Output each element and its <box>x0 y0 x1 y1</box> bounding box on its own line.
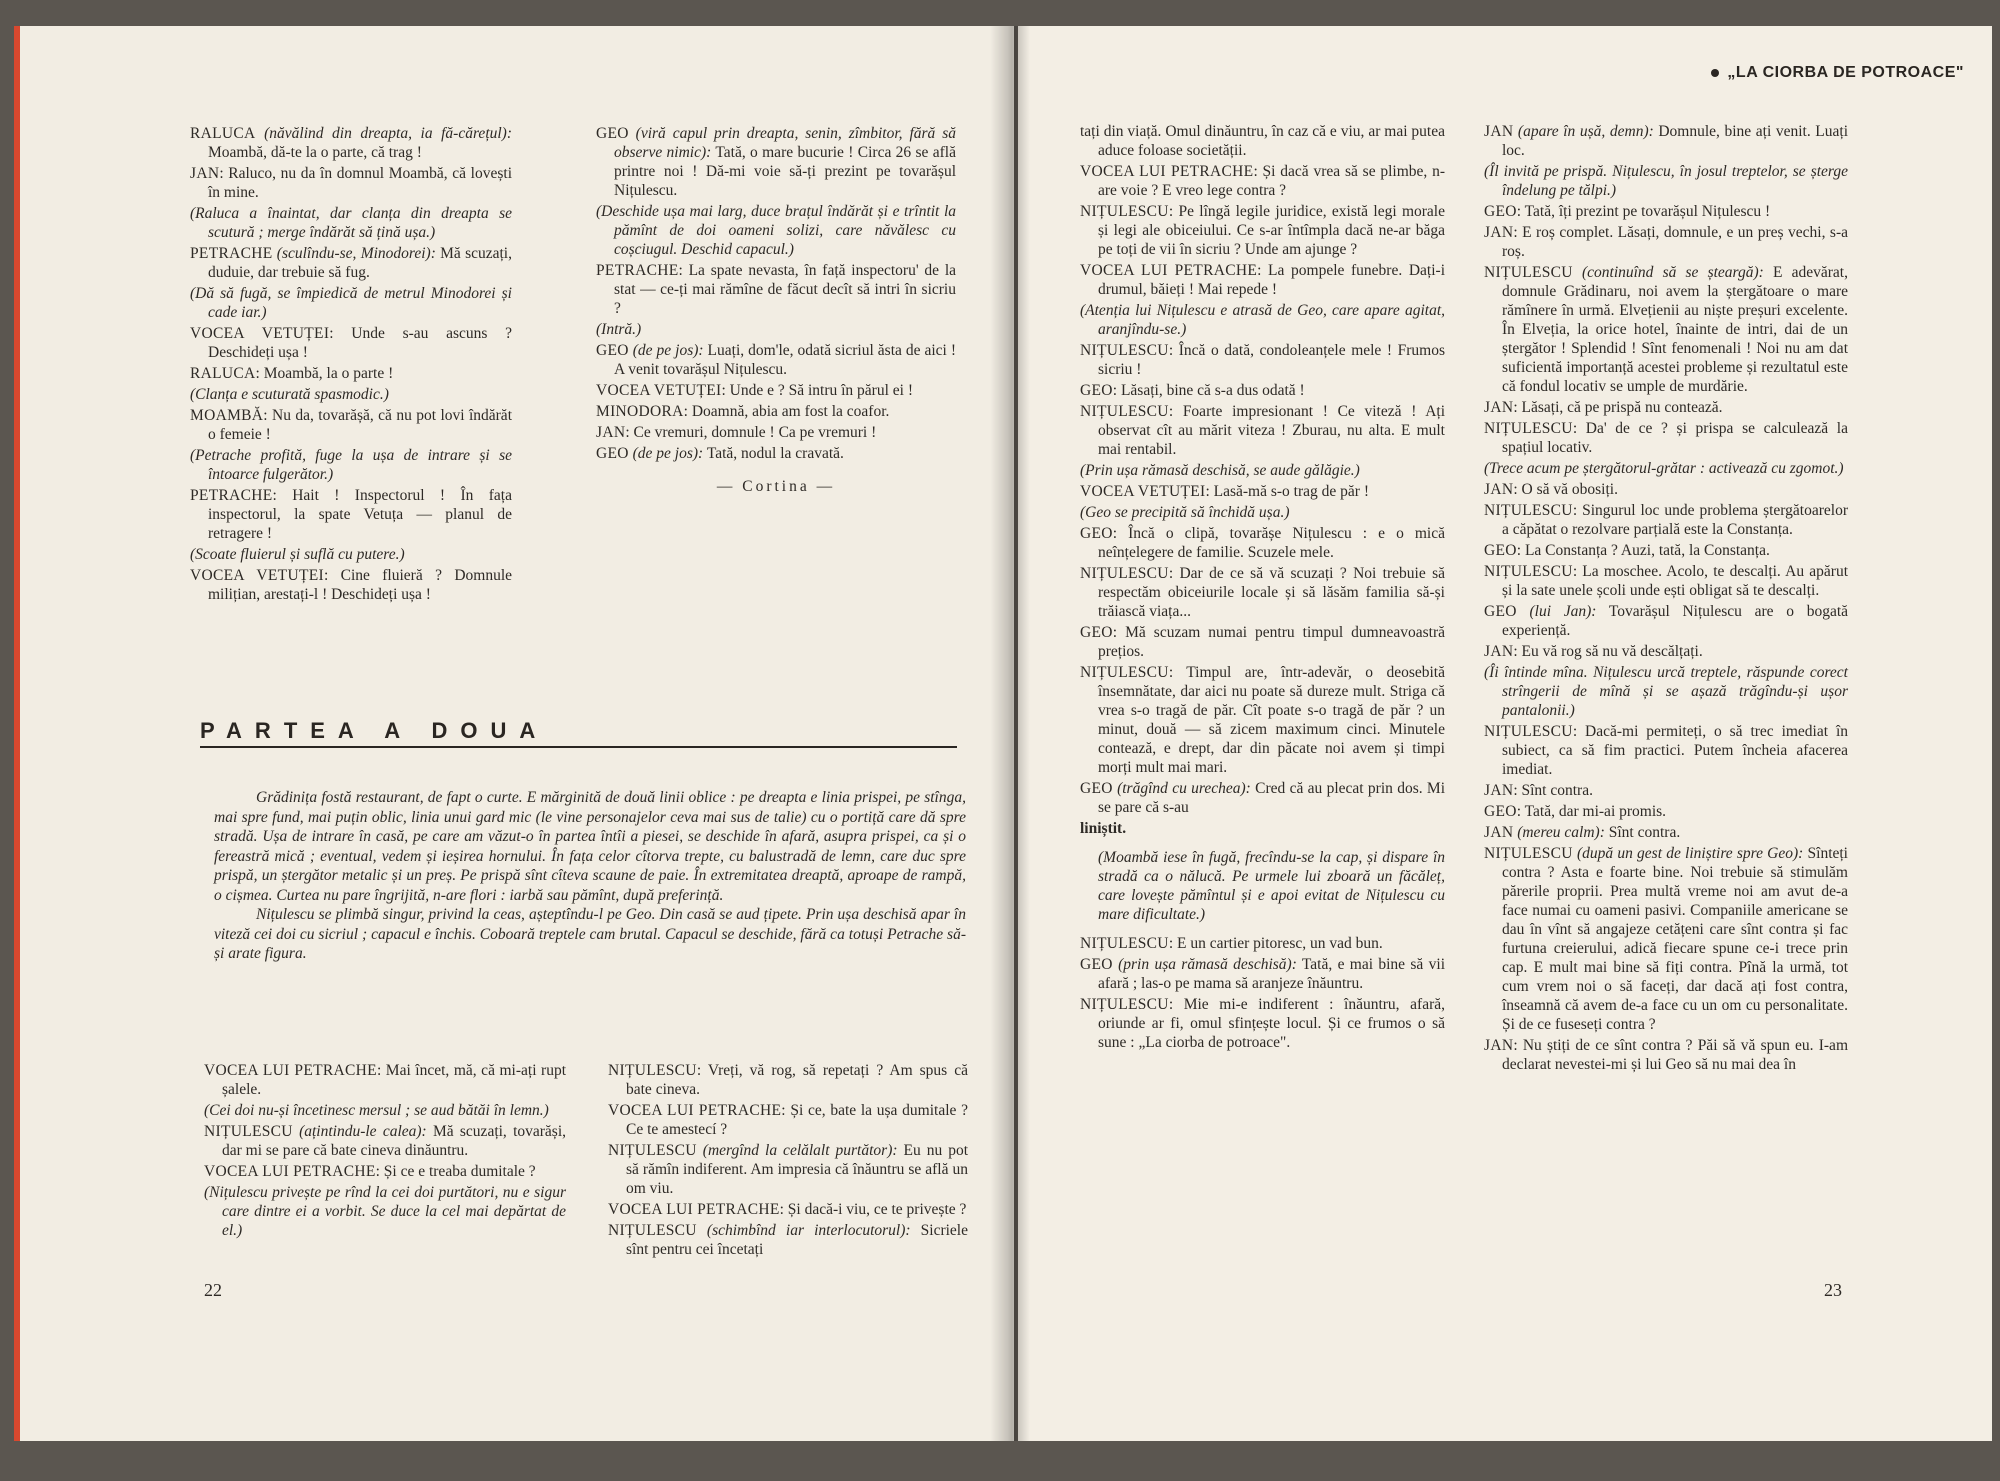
running-head-text: „LA CIORBA DE POTROACE" <box>1727 64 1964 81</box>
speaker-name: JAN <box>596 424 626 441</box>
dialogue-text: : Și ce e treaba dumitale ? <box>375 1163 536 1180</box>
page-number-left: 22 <box>204 1280 222 1300</box>
left-column-2 <box>596 124 956 498</box>
dialogue-text: : Hait ! Inspectorul ! În fața inspectorul, la spate Vetuța — planul de retragere ! <box>208 487 512 542</box>
dialogue-text: liniștit. <box>1080 820 1127 837</box>
speaker-name: VOCEA VETUȚEI <box>596 382 722 399</box>
dialogue-text: Moambă, dă-te la o parte, că trag ! <box>208 144 422 161</box>
speaker-name: VOCEA LUI PETRACHE <box>1080 262 1258 279</box>
bullet-icon <box>1711 69 1719 77</box>
dialogue-text: : Și dacă-i viu, ce te privește ? <box>779 1201 967 1218</box>
dialogue-line <box>1080 461 1445 480</box>
dialogue-line <box>1080 381 1445 400</box>
speaker-name: RALUCA <box>190 365 256 382</box>
dialogue-line <box>596 320 956 339</box>
speaker-name: GEO <box>596 125 629 142</box>
speaker-name: NIȚULESCU <box>608 1062 697 1079</box>
speaker-name: NIȚULESCU <box>1484 723 1573 740</box>
dialogue-line <box>204 1162 566 1181</box>
dialogue-line <box>608 1141 968 1198</box>
speaker-name: PETRACHE <box>190 487 273 504</box>
dialogue-text: : La spate nevasta, în față inspectoru' de la stat — ce-ți mai rămîne de făcut decît să intri în sicriu ? <box>614 262 956 317</box>
description-paragraph-1: Grădinița fostă restaurant, de fapt o curte. E mărginită de două linii oblice : pe dreapta e linia prispei, pe stînga, mai spre fund, mai puțin oblic, linia unui gard mic (le vine personajelor ceva mai sus de talie) cu o portiță care dă spre stradă. Ușa de intrare în casă, pe care am văzut-o în partea întîi a piesei, se deschide în afară, asupra prispei, ca și o fereastră mică ; eventual, vedem și ieșirea hornului. În fața celor cîtorva trepte, cu balustradă de lemn, care duc spre prispă, un ștergător metalic și un preș. Pe prispă sînt cîteva scaune de paie. În extremitatea dreaptă, aproape de rampă, o cișmea. Curtea nu pare îngrijită, n-are flori : iarbă sau pămînt, după preferință. <box>214 789 966 904</box>
dialogue-line <box>1080 503 1445 522</box>
dialogue-text: : Încă o clipă, tovarășe Nițulescu : e o mică neînțelegere de familie. Scuzele mele. <box>1098 525 1445 561</box>
dialogue-line <box>1484 480 1848 499</box>
speaker-name: PETRACHE <box>190 245 273 262</box>
dialogue-text: Sînteți contra ? Asta e foarte bine. Noi trebuie să stimulăm părerile proprii. Prea multă vreme noi am avut de-a face numai cu oameni pasivi. Companiile americane se dau în vînt să angajeze cetățeni care sînt contra și fac furtuna creierului, adică fiecare spune ce-i trece prin cap. E mult mai bine să fiți contra. Pînă la urmă, tot cum vrem noi o să faceți, dar dacă ați fost contra, înseamnă că avem de-a face cu un om cu personalitate. Și de ce fuseseți contra ? <box>1502 845 1848 1033</box>
stage-direction: (schimbînd iar interlocutorul): <box>706 1222 911 1239</box>
dialogue-line <box>1080 202 1445 259</box>
stage-direction: (Geo se precipită să închidă ușa.) <box>1080 504 1290 521</box>
speaker-name: GEO <box>596 445 629 462</box>
dialogue-line <box>190 364 512 383</box>
dialogue-line <box>596 124 956 200</box>
speaker-name: NIȚULESCU <box>204 1123 293 1140</box>
speaker-name: NIȚULESCU <box>1080 565 1169 582</box>
dialogue-line <box>608 1221 968 1259</box>
dialogue-text: : Lăsați, că pe prispă nu contează. <box>1513 399 1723 416</box>
dialogue-line <box>1484 844 1848 1034</box>
stage-direction: (Deschide ușa mai larg, duce brațul îndărăt și e trîntit la pămînt de doi oameni solizi, care năvălesc cu coșciugul. Deschid capacul.) <box>596 203 956 258</box>
stage-direction: (Prin ușa rămasă deschisă, se aude gălăgie.) <box>1080 462 1360 479</box>
speaker-name: NIȚULESCU <box>1080 664 1169 681</box>
speaker-name: NIȚULESCU <box>1484 264 1573 281</box>
right-column-1 <box>1080 122 1445 1054</box>
dialogue-text: : Unde e ? Să intru în părul ei ! <box>721 382 913 399</box>
dialogue-text: : Unde s-au ascuns ? Deschideți ușa ! <box>208 325 512 361</box>
speaker-name: JAN <box>1484 782 1514 799</box>
dialogue-line <box>1080 122 1445 160</box>
dialogue-line <box>1484 781 1848 800</box>
stage-direction: (viră capul prin dreapta, senin, zîmbitor, fără să observe nimic): <box>614 125 956 161</box>
dialogue-text: : Foarte impresionant ! Ce viteză ! Ați observat cît au mărit viteza ! Zburau, nu alta. E mult mai rentabil. <box>1098 403 1445 458</box>
dialogue-text: : La pompele funebre. Dați-i drumul, băieți ! Mai repede ! <box>1098 262 1446 298</box>
dialogue-line <box>1484 223 1848 261</box>
description-paragraph-2: Nițulescu se plimbă singur, privind la ceas, așteptîndu-l pe Geo. Din casă se aud țipete. Prin ușa deschisă apar în viteză cei doi cu sicriul ; capacul e închis. Coboară treptele cam brutal. Capacul se deschide, fără ca totuși Petrache să-și arate figura. <box>214 906 966 962</box>
speaker-name: PETRACHE <box>596 262 679 279</box>
dialogue-text: : Doamnă, abia am fost la coafor. <box>683 403 890 420</box>
dialogue-text: : Singurul loc unde problema ștergătoarelor a căpătat o rezolvare parțială este la Constanța. <box>1502 502 1848 538</box>
dialogue-line <box>204 1061 566 1099</box>
stage-direction: (Moambă iese în fugă, frecîndu-se la cap, și dispare în stradă ca o nălucă. Pe urmele lui zboară un făcăleț, care lovește pămîntul și e apoi evitat de Nițulescu cu mare dificultate.) <box>1098 849 1445 923</box>
heading-rule <box>200 746 957 748</box>
dialogue-line <box>1080 482 1445 501</box>
dialogue-text: : Sînt contra. <box>1513 782 1593 799</box>
speaker-name: NIȚULESCU <box>1484 845 1573 862</box>
dialogue-line <box>1484 663 1848 720</box>
dialogue-line <box>190 244 512 282</box>
dialogue-line <box>1484 562 1848 600</box>
dialogue-line <box>608 1061 968 1099</box>
dialogue-text: : Cine fluieră ? Domnule milițian, arestați-l ! Deschideți ușa ! <box>208 567 513 603</box>
dialogue-line <box>1080 848 1445 924</box>
book-gutter <box>990 26 1030 1441</box>
speaker-name: NIȚULESCU <box>1484 420 1573 437</box>
dialogue-text: Tată, e mai bine să vii afară ; las-o pe mama să aranjeze înăuntru. <box>1098 956 1445 992</box>
dialogue-line <box>190 284 512 322</box>
dialogue-line <box>190 406 512 444</box>
dialogue-line <box>204 1183 566 1240</box>
speaker-name: GEO <box>1080 956 1113 973</box>
speaker-name: JAN <box>1484 399 1514 416</box>
speaker-name: VOCEA VETUȚEI <box>190 567 324 584</box>
dialogue-line <box>596 261 956 318</box>
speaker-name: GEO <box>1080 780 1113 797</box>
dialogue-line <box>1080 779 1445 817</box>
speaker-name: GEO <box>596 342 629 359</box>
stage-direction: (Îi întinde mîna. Nițulescu urcă treptele, răspunde corect strîngerii de mînă și se așază trăgîndu-și ușor pantalonii.) <box>1484 664 1848 719</box>
stage-direction: (Intră.) <box>596 321 642 338</box>
speaker-name: JAN <box>1484 643 1514 660</box>
speaker-name: VOCEA VETUȚEI <box>190 325 330 342</box>
dialogue-text: Eu nu pot să rămîn indiferent. Am impresia că înăuntru se află un om viu. <box>626 1142 968 1197</box>
stage-direction: (Scoate fluierul și suflă cu putere.) <box>190 546 405 563</box>
dialogue-text: Cred că au plecat prin dos. Mi se pare că s-au <box>1098 780 1446 816</box>
speaker-name: JAN <box>1484 824 1514 841</box>
stage-direction: (Cei doi nu-și încetinesc mersul ; se aud bătăi în lemn.) <box>204 1102 549 1119</box>
stage-direction: (Raluca a înaintat, dar clanța din dreapta se scutură ; merge îndărăt să țină ușa.) <box>190 205 512 241</box>
dialogue-line <box>190 566 512 604</box>
dialogue-text: : Tată, îți prezint pe tovarășul Nițulescu ! <box>1516 203 1771 220</box>
dialogue-line <box>596 202 956 259</box>
dialogue-line <box>1080 162 1445 200</box>
stage-direction: (de pe jos): <box>632 342 704 359</box>
dialogue-text: : Lăsați, bine că s-a dus odată ! <box>1112 382 1305 399</box>
dialogue-text: : Raluco, nu da în domnul Moambă, că lovești în mine. <box>208 165 512 201</box>
speaker-name: VOCEA LUI PETRACHE <box>204 1062 377 1079</box>
dialogue-text: : Lasă-mă s-o trag de păr ! <box>1205 483 1369 500</box>
dialogue-line <box>1484 823 1848 842</box>
dialogue-text: : Dacă-mi permiteți, o să trec imediat în subiect, ca să fim practici. Putem încheia afacerea imediat. <box>1502 723 1848 778</box>
left-column-1 <box>190 124 512 606</box>
dialogue-line <box>1484 162 1848 200</box>
dialogue-line <box>1484 501 1848 539</box>
dialogue-text: : Eu vă rog să nu vă descălțați. <box>1513 643 1703 660</box>
stage-direction: (apare în ușă, demn): <box>1517 123 1654 140</box>
speaker-name: GEO <box>1080 382 1113 399</box>
stage-direction: (trăgînd cu urechea): <box>1117 780 1251 797</box>
stage-direction: (Nițulescu privește pe rînd la cei doi purtători, nu e sigur care dintre ei a vorbit. Se duce la cel mai depărtat de el.) <box>204 1184 566 1239</box>
dialogue-line <box>1484 541 1848 560</box>
dialogue-line <box>596 341 956 379</box>
dialogue-line <box>1080 564 1445 621</box>
dialogue-text: E adevărat, domnule Grădinaru, noi avem la ștergătoare o mare rămînere în urmă. Elvețienii au niște preșuri excelente. În Elveția, la orice hotel, înainte de intri, dai de un ștergător ! Splendid ! Sînt fenomenali ! Noi nu am dat suficientă importanță acestei probleme și rezultatul este că fondul locativ se umple de murdărie. <box>1502 264 1848 395</box>
dialogue-text: : Și dacă vrea să se plimbe, n-are voie ? E vreo lege contra ? <box>1098 163 1446 199</box>
dialogue-line <box>190 124 512 162</box>
dialogue-text: : Mă scuzam numai pentru timpul dumneavoastră prețios. <box>1098 624 1445 660</box>
dialogue-line <box>190 324 512 362</box>
stage-direction: (Petrache profită, fuge la ușa de intrare și se întoarce fulgerător.) <box>190 447 512 483</box>
dialogue-text: : Și ce, bate la ușa dumitale ? Ce te amestecí ? <box>626 1102 968 1138</box>
dialogue-line <box>1484 459 1848 478</box>
speaker-name: GEO <box>1080 525 1113 542</box>
speaker-name: GEO <box>1484 803 1517 820</box>
speaker-name: GEO <box>1484 542 1517 559</box>
left-column-3 <box>204 1061 566 1242</box>
dialogue-line <box>190 204 512 242</box>
speaker-name: VOCEA LUI PETRACHE <box>1080 163 1254 180</box>
dialogue-line <box>1484 802 1848 821</box>
right-column-2 <box>1484 122 1848 1076</box>
speaker-name: MINODORA <box>596 403 684 420</box>
dialogue-line <box>1080 955 1445 993</box>
dialogue-text: : E roș complet. Lăsați, domnule, e un preș vechi, s-a roș. <box>1502 224 1848 260</box>
dialogue-text: Luați, dom'le, odată sicriul ăsta de aici ! A venit tovarășul Nițulescu. <box>614 342 956 378</box>
dialogue-text: : Nu știți de ce sînt contra ? Păi să vă spun eu. I-am declarat nevestei-mi și lui Geo să nu mai dea în <box>1502 1037 1848 1073</box>
stage-direction: (Clanța e scuturată spasmodic.) <box>190 386 389 403</box>
speaker-name: NIȚULESCU <box>608 1222 697 1239</box>
stage-direction: (mergînd la celălalt purtător): <box>702 1142 898 1159</box>
dialogue-text: : Mai încet, mă, că mi-ați rupt șalele. <box>222 1062 567 1098</box>
dialogue-text: : Vreți, vă rog, să repetați ? Am spus că bate cineva. <box>626 1062 968 1098</box>
stage-direction: (năvălind din dreapta, ia fă-cărețul): <box>264 125 512 142</box>
speaker-name: NIȚULESCU <box>1080 203 1169 220</box>
right-page <box>1018 26 1992 1441</box>
speaker-name: NIȚULESCU <box>1080 403 1169 420</box>
dialogue-line <box>204 1101 566 1120</box>
speaker-name: JAN <box>190 165 220 182</box>
dialogue-text: : Încă o dată, condoleanțele mele ! Frumos sicriu ! <box>1098 342 1445 378</box>
dialogue-text: : Mie mi-e indiferent : înăuntru, afară, oriunde ar fi, omul sfințește locul. Și ce frumos o să sune : „La ciorba de potroace". <box>1098 996 1445 1051</box>
dialogue-line <box>1484 602 1848 640</box>
speaker-name: GEO <box>1080 624 1113 641</box>
left-column-4 <box>608 1061 968 1261</box>
dialogue-text: tați din viață. Omul dinăuntru, în caz că e viu, ar mai putea aduce foloase societății. <box>1080 123 1445 159</box>
stage-direction: (continuînd să se șteargă): <box>1581 264 1764 281</box>
dialogue-line <box>1484 398 1848 417</box>
dialogue-line <box>190 446 512 484</box>
dialogue-line <box>1080 301 1445 339</box>
page-number-right: 23 <box>1824 1280 1842 1300</box>
dialogue-line <box>596 444 956 463</box>
dialogue-text: : La Constanța ? Auzi, tată, la Constanța. <box>1516 542 1770 559</box>
dialogue-line <box>1484 642 1848 661</box>
dialogue-text: : La moschee. Acolo, te descalți. Au apărut și la sate unele școli unde ești obligat să te descalți. <box>1502 563 1848 599</box>
stage-description <box>214 788 966 964</box>
stage-direction: (de pe jos): <box>632 445 704 462</box>
dialogue-text: : Da' de ce ? și prispa se calculează la spațiul locativ. <box>1502 420 1848 456</box>
dialogue-line <box>1080 995 1445 1052</box>
stage-direction: (după un gest de liniștire spre Geo): <box>1577 845 1804 862</box>
speaker-name: JAN <box>1484 224 1514 241</box>
dialogue-line <box>1080 524 1445 562</box>
dialogue-text: Sicriele sînt pentru cei încetați <box>626 1222 968 1258</box>
part-heading: PARTEA A DOUA <box>200 718 549 743</box>
speaker-name: VOCEA VETUȚEI <box>1080 483 1206 500</box>
dialogue-line <box>204 1122 566 1160</box>
dialogue-text: Tată, nodul la cravată. <box>703 445 844 462</box>
speaker-name: NIȚULESCU <box>608 1142 697 1159</box>
dialogue-line <box>596 423 956 442</box>
speaker-name: NIȚULESCU <box>1080 996 1169 1013</box>
dialogue-text: Domnule, bine ați venit. Luați loc. <box>1502 123 1849 159</box>
speaker-name: GEO <box>1484 203 1517 220</box>
stage-direction: (mereu calm): <box>1517 824 1605 841</box>
dialogue-line <box>1080 934 1445 953</box>
dialogue-line <box>190 164 512 202</box>
speaker-name: VOCEA LUI PETRACHE <box>608 1102 782 1119</box>
stage-direction: (sculîndu-se, Minodorei): <box>276 245 436 262</box>
dialogue-line <box>596 381 956 400</box>
stage-direction: (Îl invită pe prispă. Nițulescu, în josul treptelor, se șterge îndelung pe tălpi.) <box>1484 163 1848 199</box>
dialogue-line <box>190 385 512 404</box>
dialogue-line <box>1080 623 1445 661</box>
dialogue-line <box>608 1101 968 1139</box>
dialogue-text: : Pe lîngă legile juridice, există legi morale și legi ale obiceiului. Ce s-ar întîmpla dacă ne-ar băga pe toți de vii în sicriu ? Unde am ajunge ? <box>1098 203 1445 258</box>
dialogue-line <box>1484 263 1848 396</box>
dialogue-text: Tovarășul Nițulescu are o bogată experiență. <box>1502 603 1849 639</box>
dialogue-line <box>1484 722 1848 779</box>
dialogue-text: : Timpul are, într-adevăr, o deosebită însemnătate, dar aici nu poate să dureze mult. Striga că vrea s-o tragă de păr. Cît poate s-o tragă de păr ? un minut, două — să zicem maximum cinci. Minutele contează, e drept, dar din păcate noi avem și timpi morți mult mai mari. <box>1098 664 1445 776</box>
dialogue-text: : Tată, dar mi-ai promis. <box>1516 803 1667 820</box>
stage-direction: (Trece acum pe ștergătorul-grătar : activează cu zgomot.) <box>1484 460 1844 477</box>
curtain-label: — Cortina — <box>716 478 836 495</box>
dialogue-line <box>1080 663 1445 777</box>
dialogue-line <box>1080 402 1445 459</box>
dialogue-text: Sînt contra. <box>1604 824 1681 841</box>
dialogue-text: : E un cartier pitoresc, un vad bun. <box>1168 935 1383 952</box>
speaker-name: NIȚULESCU <box>1080 935 1169 952</box>
speaker-name: JAN <box>1484 123 1514 140</box>
dialogue-text: : Ce vremuri, domnule ! Ca pe vremuri ! <box>625 424 877 441</box>
speaker-name: NIȚULESCU <box>1484 563 1573 580</box>
speaker-name: VOCEA LUI PETRACHE <box>204 1163 376 1180</box>
dialogue-text: : Moambă, la o parte ! <box>255 365 394 382</box>
dialogue-line <box>608 1200 968 1219</box>
stage-direction: (lui Jan): <box>1529 603 1597 620</box>
dialogue-text: Mă scuzați, tovarăși, dar mi se pare că bate cineva dinăuntru. <box>222 1123 567 1159</box>
dialogue-line <box>1484 1036 1848 1074</box>
dialogue-line <box>596 402 956 421</box>
speaker-name: MOAMBĂ <box>190 407 264 424</box>
stage-direction: (prin ușa rămasă deschisă): <box>1118 956 1297 973</box>
dialogue-line <box>1484 202 1848 221</box>
dialogue-line <box>1080 819 1445 838</box>
speaker-name: RALUCA <box>190 125 256 142</box>
left-page <box>14 26 1014 1441</box>
speaker-name: VOCEA LUI PETRACHE <box>608 1201 780 1218</box>
running-head <box>1711 64 1964 82</box>
speaker-name: JAN <box>1484 481 1514 498</box>
stage-direction: (ațintindu-le calea): <box>299 1123 427 1140</box>
speaker-name: GEO <box>1484 603 1517 620</box>
speaker-name: JAN <box>1484 1037 1514 1054</box>
dialogue-line <box>1484 419 1848 457</box>
speaker-name: NIȚULESCU <box>1484 502 1573 519</box>
stage-direction: (Dă să fugă, se împiedică de metrul Minodorei și cade iar.) <box>190 285 512 321</box>
stage-direction: (Atenția lui Nițulescu e atrasă de Geo, care apare agitat, aranjîndu-se.) <box>1080 302 1445 338</box>
dialogue-text: : O să vă obosiți. <box>1513 481 1618 498</box>
dialogue-text: : Dar de ce să vă scuzați ? Noi trebuie să respectăm obiceiurile locale și să lăsăm familia să-și trăiască viața... <box>1098 565 1445 620</box>
dialogue-line <box>1484 122 1848 160</box>
dialogue-line <box>1080 261 1445 299</box>
dialogue-text: : Nu da, tovarășă, că nu pot lovi îndărăt o femeie ! <box>208 407 512 443</box>
dialogue-line <box>1080 341 1445 379</box>
dialogue-line <box>190 486 512 543</box>
dialogue-text: Mă scuzați, duduie, dar trebuie să fug. <box>208 245 512 281</box>
dialogue-text: Tată, o mare bucurie ! Circa 26 se află printre noi ! Dă-mi voie să-ți prezint pe tovarășul Nițulescu. <box>614 144 956 199</box>
dialogue-line <box>190 545 512 564</box>
speaker-name: NIȚULESCU <box>1080 342 1169 359</box>
